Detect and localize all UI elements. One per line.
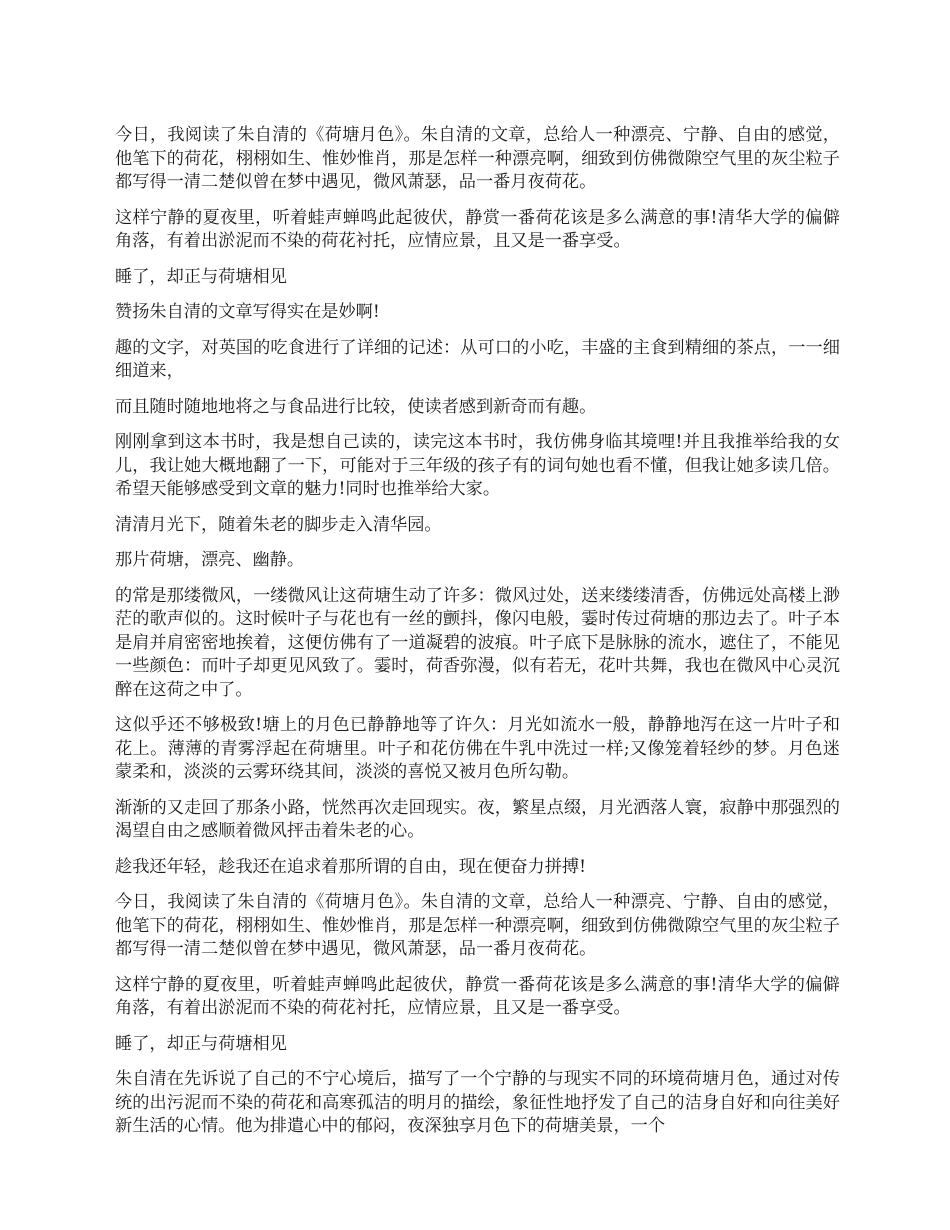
- paragraph: 的常是那缕微风，一缕微风让这荷塘生动了许多：微风过处，送来缕缕清香，仿佛远处高楼上渺茫的歌声似的。这时候叶子与花也有一丝的颤抖，像闪电般，霎时传过荷塘的那边去了。叶子本是肩并肩密密地挨着，这便仿佛有了一道凝碧的波痕。叶子底下是脉脉的流水，遮住了，不能见一些颜色：而叶子却更见风致了。霎时，荷香弥漫，似有若无，花叶共舞，我也在微风中心灵沉醉在这荷之中了。: [115, 585, 840, 700]
- paragraph: 这样宁静的夏夜里，听着蛙声蝉鸣此起彼伏，静赏一番荷花该是多么满意的事!清华大学的偏僻角落，有着出淤泥而不染的荷花衬托，应情应景，且又是一番享受。: [115, 974, 840, 1018]
- paragraph: 渐渐的又走回了那条小路，恍然再次走回现实。夜，繁星点缀，月光洒落人寰，寂静中那强烈的渴望自由之感顺着微风抨击着朱老的心。: [115, 797, 840, 841]
- paragraph: 今日，我阅读了朱自清的《荷塘月色》。朱自清的文章，总给人一种漂亮、宁静、自由的感觉，他笔下的荷花，栩栩如生、惟妙惟肖，那是怎样一种漂亮啊，细致到仿佛微隙空气里的灰尘粒子都写得一清二楚似曾在梦中遇见，微风萧瑟，品一番月夜荷花。: [115, 892, 840, 959]
- paragraph: 这样宁静的夏夜里，听着蛙声蝉鸣此起彼伏，静赏一番荷花该是多么满意的事!清华大学的偏僻角落，有着出淤泥而不染的荷花衬托，应情应景，且又是一番享受。: [115, 207, 840, 251]
- paragraph: 今日，我阅读了朱自清的《荷塘月色》。朱自清的文章，总给人一种漂亮、宁静、自由的感觉，他笔下的荷花，栩栩如生、惟妙惟肖，那是怎样一种漂亮啊，细致到仿佛微隙空气里的灰尘粒子都写得一清二楚似曾在梦中遇见，微风萧瑟，品一番月夜荷花。: [115, 125, 840, 192]
- paragraph: 清清月光下，随着朱老的脚步走入清华园。: [115, 514, 442, 535]
- paragraph: 睡了，却正与荷塘相见: [115, 266, 287, 287]
- paragraph: 朱自清在先诉说了自己的不宁心境后，描写了一个宁静的与现实不同的环境荷塘月色，通过对传统的出污泥而不染的荷花和高寒孤洁的明月的描绘，象征性地抒发了自己的洁身自好和向往美好新生活的心情。他为排遣心中的郁闷，夜深独享月色下的荷塘美景，一个: [115, 1069, 840, 1136]
- paragraph: 刚刚拿到这本书时，我是想自己读的，读完这本书时，我仿佛身临其境哩!并且我推举给我的女儿，我让她大概地翻了一下，可能对于三年级的孩子有的词句她也看不懂，但我让她多读几倍。希望天能够感受到文章的魅力!同时也推举给大家。: [115, 432, 840, 499]
- paragraph: 那片荷塘，漂亮、幽静。: [115, 550, 305, 570]
- paragraph: 赞扬朱自清的文章写得实在是妙啊!: [115, 302, 380, 322]
- paragraph: 趁我还年轻，趁我还在追求着那所谓的自由，现在便奋力拼搏!: [115, 856, 586, 877]
- paragraph: 这似乎还不够极致!塘上的月色已静静地等了许久：月光如流水一般，静静地泻在这一片叶子和花上。薄薄的青雾浮起在荷塘里。叶子和花仿佛在牛乳中洗过一样;又像笼着轻纱的梦。月色迷蒙柔和，淡淡的云雾环绕其间，淡淡的喜悦又被月色所勾勒。: [115, 715, 840, 782]
- paragraph: 睡了，却正与荷塘相见: [115, 1033, 287, 1054]
- paragraph: 趣的文字，对英国的吃食进行了详细的记述：从可口的小吃，丰盛的主食到精细的茶点，一一细细道来，: [115, 337, 840, 381]
- paragraph: 而且随时随地地将之与食品进行比较，使读者感到新奇而有趣。: [115, 396, 597, 417]
- document-page: [115, 124, 840, 1151]
